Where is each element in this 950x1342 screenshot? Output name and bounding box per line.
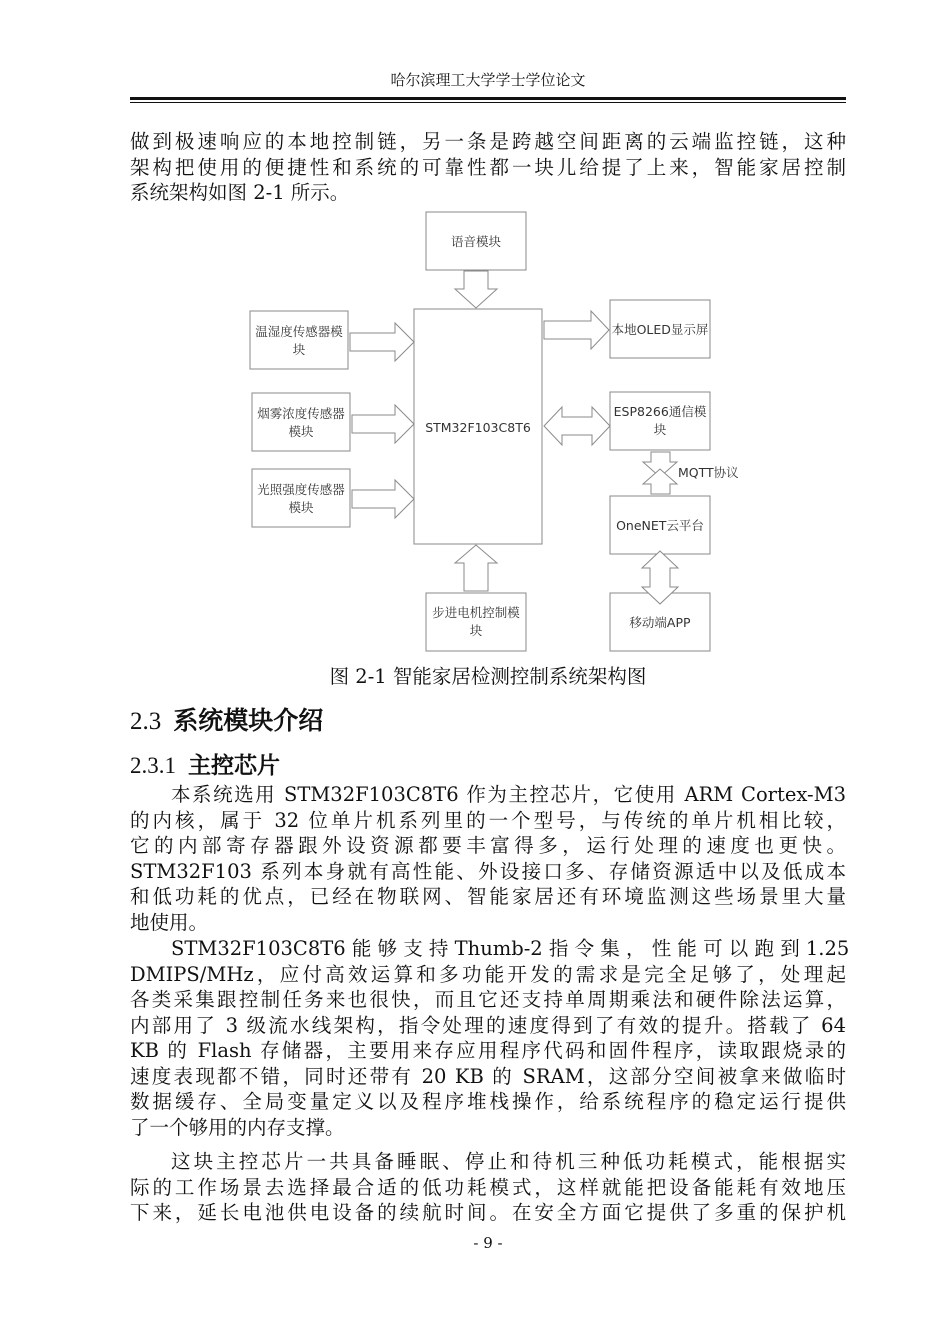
arrow-esp8266-onenet-up bbox=[643, 469, 677, 494]
subsection-title: 主控芯片 bbox=[188, 753, 280, 779]
header-rule-thick bbox=[130, 97, 846, 100]
esp8266-module-box bbox=[610, 392, 710, 450]
text-line: STM32F103 系列本身就有高性能、外设接口多、存储资源适中以及低成本 bbox=[130, 859, 846, 883]
text-line: 下来，延长电池供电设备的续航时间。在安全方面它提供了多重的保护机 bbox=[130, 1201, 846, 1224]
text-line: 各类采集跟控制任务来也很快，而且它还支持单周期乘法和硬件除法运算， bbox=[130, 988, 846, 1011]
temp-sensor-label-1: 温湿度传感器模 bbox=[255, 324, 343, 339]
section-heading bbox=[130, 704, 323, 739]
text-line: 地使用。 bbox=[130, 910, 209, 934]
mcu-label: STM32F103C8T6 bbox=[425, 420, 531, 435]
text-line: 架构把使用的便捷性和系统的可靠性都一块儿给提了上来，智能家居控制 bbox=[130, 155, 846, 179]
stepper-label-2: 块 bbox=[469, 623, 483, 638]
paragraph-2 bbox=[130, 936, 850, 1140]
arrow-smoke-to-mcu bbox=[352, 405, 414, 443]
subsection-number: 2.3.1 bbox=[130, 753, 176, 778]
section-title: 系统模块介绍 bbox=[173, 706, 324, 735]
text-line: 和低功耗的优点，已经在物联网、智能家居还有环境监测这些场景里大量 bbox=[130, 885, 846, 908]
arrow-light-to-mcu bbox=[352, 480, 414, 518]
stepper-label-1: 步进电机控制模 bbox=[432, 605, 520, 620]
system-architecture-diagram bbox=[240, 205, 739, 657]
text-line: 的内核，属于 32 位单片机系列里的一个型号，与传统的单片机相比较， bbox=[130, 808, 846, 832]
arrow-voice-to-mcu bbox=[455, 271, 497, 308]
text-line: STM32F103C8T6 能 够 支 持 Thumb-2 指 令 集 ， 性 能 可 以 跑 到 1.25 bbox=[171, 937, 850, 960]
light-sensor-box bbox=[252, 469, 350, 527]
text-line: 速度表现都不错，同时还带有 20 KB 的 SRAM，这部分空间被拿来做临时 bbox=[130, 1064, 846, 1088]
oled-label: 本地OLED显示屏 bbox=[611, 322, 709, 337]
text-line: 这块主控芯片一共具备睡眠、停止和待机三种低功耗模式，能根据实 bbox=[171, 1150, 846, 1173]
light-sensor-label-2: 模块 bbox=[288, 500, 314, 515]
header-rule-thin bbox=[130, 102, 846, 103]
esp8266-label-2: 块 bbox=[653, 422, 667, 437]
light-sensor-label-1: 光照强度传感器 bbox=[257, 482, 345, 497]
text-line: 际的工作场景去选择最合适的低功耗模式，这样就能把设备能耗有效地压 bbox=[130, 1175, 846, 1199]
temp-sensor-label-2: 块 bbox=[292, 342, 306, 357]
text-line: KB 的 Flash 存储器，主要用来存应用程序代码和固件程序，读取跟烧录的 bbox=[130, 1039, 846, 1062]
arrow-mcu-esp8266 bbox=[544, 407, 610, 445]
stepper-motor-box bbox=[426, 593, 526, 651]
running-header: 哈尔滨理工大学学士学位论文 bbox=[390, 71, 586, 89]
mobile-app-label: 移动端APP bbox=[629, 615, 691, 630]
text-line: 做到极速响应的本地控制链，另一条是跨越空间距离的云端监控链，这种 bbox=[130, 130, 846, 153]
subsection-heading bbox=[130, 750, 280, 782]
arrow-mcu-to-oled bbox=[544, 311, 609, 349]
text-line: 了一个够用的内存支撑。 bbox=[130, 1115, 345, 1139]
figure-caption: 图 2-1 智能家居检测控制系统架构图 bbox=[329, 665, 647, 688]
section-number: 2.3 bbox=[130, 708, 162, 735]
page-number: - 9 - bbox=[473, 1234, 503, 1252]
smoke-sensor-label-2: 模块 bbox=[288, 424, 314, 439]
paragraph-3 bbox=[130, 1149, 846, 1226]
arrow-stepper-to-mcu bbox=[455, 545, 497, 591]
intro-paragraph bbox=[130, 129, 846, 206]
onenet-label: OneNET云平台 bbox=[616, 518, 704, 533]
mqtt-protocol-label: MQTT协议 bbox=[678, 465, 739, 480]
smoke-sensor-box bbox=[252, 393, 350, 451]
voice-module-label: 语音模块 bbox=[450, 234, 502, 249]
paragraph-1 bbox=[130, 782, 846, 935]
text-line: 它的内部寄存器跟外设资源都要丰富得多，运行处理的速度也更快。 bbox=[130, 834, 846, 857]
text-line: DMIPS/MHz，应付高效运算和多功能开发的需求是完全足够了，处理起 bbox=[130, 962, 846, 986]
text-line: 系统架构如图 2-1 所示。 bbox=[130, 181, 350, 204]
smoke-sensor-label-1: 烟雾浓度传感器 bbox=[257, 406, 345, 421]
text-line: 本系统选用 STM32F103C8T6 作为主控芯片，它使用 ARM Cortex-M3 bbox=[171, 783, 846, 806]
esp8266-label-1: ESP8266通信模 bbox=[613, 404, 707, 419]
arrow-temp-to-mcu bbox=[350, 323, 414, 361]
text-line: 内部用了 3 级流水线架构，指令处理的速度得到了有效的提升。搭载了 64 bbox=[130, 1013, 846, 1037]
temp-humidity-sensor-box bbox=[250, 311, 348, 369]
text-line: 数据缓存、全局变量定义以及程序堆栈操作，给系统程序的稳定运行提供 bbox=[130, 1090, 846, 1113]
